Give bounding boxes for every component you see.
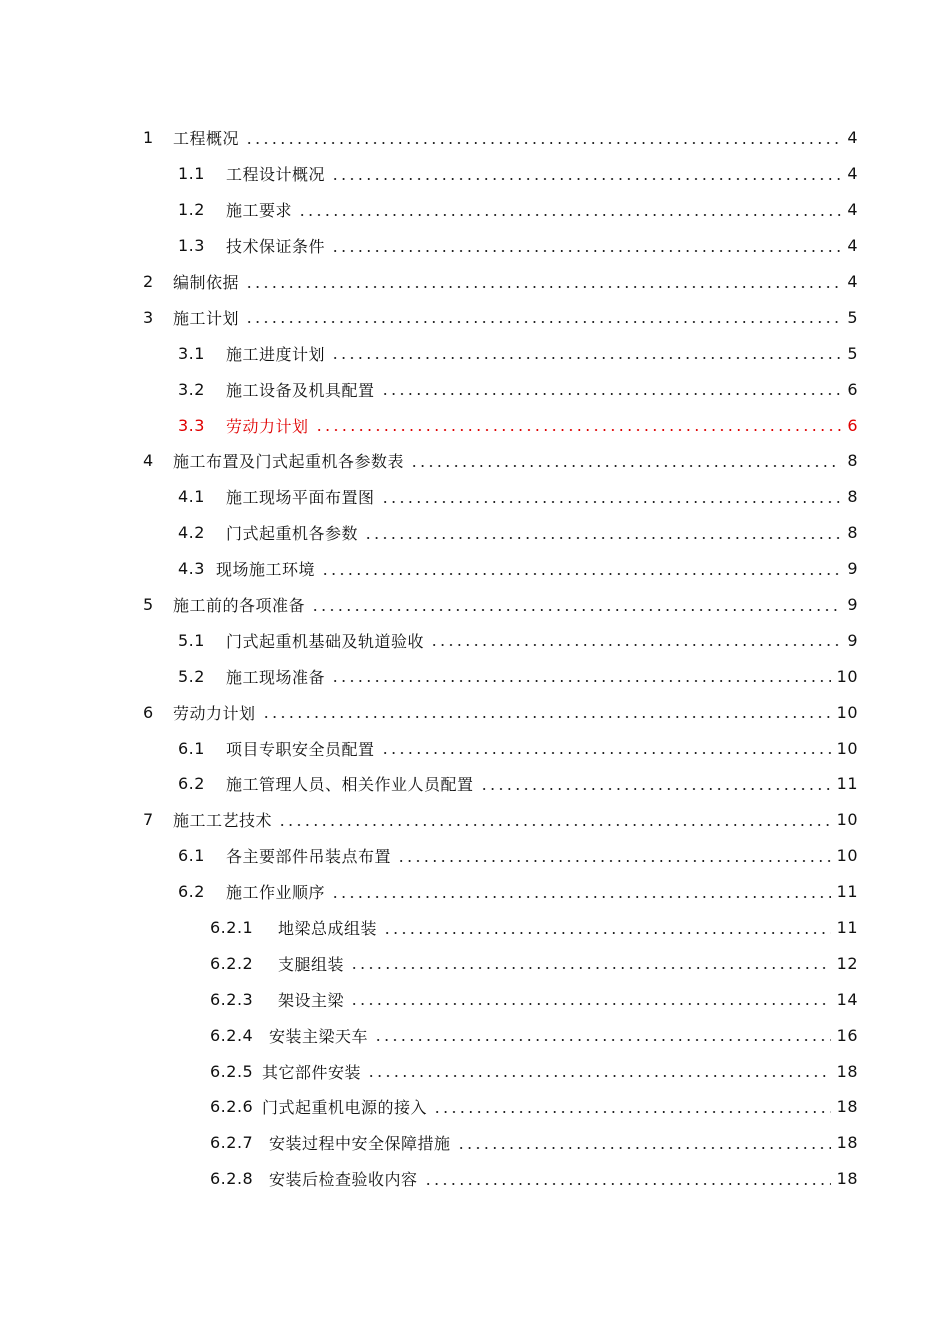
toc-dot-leader — [424, 1183, 831, 1185]
toc-entry-title: 工程设计概况 — [226, 165, 326, 185]
toc-dot-leader — [480, 788, 831, 790]
toc-entry[interactable] — [0, 120, 950, 156]
toc-entry-title: 劳动力计划 — [173, 703, 256, 723]
toc-entry-highlighted[interactable] — [0, 407, 950, 443]
toc-entry-page: 9 — [847, 630, 858, 650]
toc-dot-leader — [397, 860, 831, 862]
toc-entry-number: 1.2 — [178, 200, 205, 220]
toc-entry-page: 10 — [836, 738, 858, 758]
toc-entry-page: 8 — [847, 523, 858, 543]
toc-entry-number: 5.2 — [178, 666, 205, 686]
toc-dot-leader — [367, 1075, 831, 1077]
toc-entry[interactable] — [0, 1089, 950, 1125]
toc-entry-title: 支腿组装 — [278, 954, 345, 974]
toc-entry[interactable] — [0, 910, 950, 946]
toc-dot-leader — [350, 967, 831, 969]
toc-entry-page: 18 — [836, 1061, 858, 1081]
toc-entry[interactable] — [0, 622, 950, 658]
toc-entry-title: 各主要部件吊装点布置 — [226, 847, 392, 867]
toc-dot-leader — [331, 680, 831, 682]
toc-entry-number: 6.2.8 — [210, 1169, 254, 1189]
toc-entry[interactable] — [0, 802, 950, 838]
toc-entry-page: 11 — [836, 882, 858, 902]
toc-dot-leader — [331, 178, 841, 180]
toc-dot-leader — [331, 896, 831, 898]
toc-entry-title: 技术保证条件 — [226, 237, 326, 257]
toc-entry-page: 14 — [836, 989, 858, 1009]
toc-entry[interactable] — [0, 1017, 950, 1053]
toc-entry-number: 1 — [143, 128, 154, 148]
toc-entry-page: 18 — [836, 1097, 858, 1117]
toc-entry[interactable] — [0, 192, 950, 228]
toc-dot-leader — [350, 1003, 831, 1005]
toc-entry-title: 施工计划 — [173, 308, 240, 328]
toc-entry-title: 施工现场准备 — [226, 667, 326, 687]
toc-entry-number: 5.1 — [178, 630, 205, 650]
toc-entry-page: 10 — [836, 846, 858, 866]
toc-entry-page: 18 — [836, 1133, 858, 1153]
toc-entry-number: 6.2.3 — [210, 989, 254, 1009]
toc-dot-leader — [315, 429, 842, 431]
toc-entry[interactable] — [0, 945, 950, 981]
toc-entry-number: 4 — [143, 451, 154, 471]
toc-entry-number: 7 — [143, 810, 154, 830]
toc-entry-title: 项目专职安全员配置 — [226, 739, 375, 759]
toc-entry-page: 5 — [847, 343, 858, 363]
toc-entry-title: 安装过程中安全保障措施 — [269, 1134, 451, 1154]
toc-dot-leader — [278, 824, 831, 826]
toc-entry[interactable] — [0, 981, 950, 1017]
toc-entry-title: 施工设备及机具配置 — [226, 380, 375, 400]
toc-entry-title: 安装主梁天车 — [269, 1026, 369, 1046]
toc-entry-page: 8 — [847, 451, 858, 471]
toc-entry-title: 架设主梁 — [278, 990, 345, 1010]
toc-dot-leader — [331, 250, 841, 252]
toc-entry-page: 6 — [847, 379, 858, 399]
toc-dot-leader — [364, 537, 841, 539]
toc-entry-title: 安装后检查验收内容 — [269, 1170, 418, 1190]
toc-entry-title: 施工作业顺序 — [226, 883, 326, 903]
toc-entry-page: 5 — [847, 307, 858, 327]
toc-dot-leader — [430, 644, 841, 646]
toc-entry-page: 12 — [836, 953, 858, 973]
toc-dot-leader — [262, 716, 831, 718]
toc-entry[interactable] — [0, 443, 950, 479]
toc-entry-number: 4.3 — [178, 559, 205, 579]
toc-entry-page: 4 — [847, 236, 858, 256]
toc-entry[interactable] — [0, 551, 950, 587]
toc-entry-page: 4 — [847, 200, 858, 220]
toc-entry-page: 16 — [836, 1025, 858, 1045]
toc-entry-page: 10 — [836, 666, 858, 686]
toc-entry-number: 6.2.5 — [210, 1061, 254, 1081]
toc-entry[interactable] — [0, 658, 950, 694]
toc-entry[interactable] — [0, 730, 950, 766]
toc-entry-number: 3.3 — [178, 415, 205, 435]
toc-dot-leader — [374, 1039, 831, 1041]
toc-dot-leader — [381, 501, 842, 503]
toc-entry-title: 其它部件安装 — [262, 1062, 362, 1082]
toc-entry-title: 门式起重机各参数 — [226, 524, 359, 544]
toc-entry[interactable] — [0, 694, 950, 730]
toc-entry-title: 劳动力计划 — [226, 416, 309, 436]
toc-entry-number: 5 — [143, 595, 154, 615]
toc-entry-number: 3 — [143, 307, 154, 327]
toc-entry-page: 4 — [847, 128, 858, 148]
toc-entry-number: 6.1 — [178, 846, 205, 866]
toc-dot-leader — [245, 286, 841, 288]
toc-entry-number: 6.1 — [178, 738, 205, 758]
toc-entry-title: 编制依据 — [173, 273, 240, 292]
toc-entry-page: 18 — [836, 1169, 858, 1189]
toc-entry[interactable] — [0, 1053, 950, 1089]
toc-entry-number: 3.1 — [178, 343, 205, 363]
table-of-contents — [0, 120, 950, 1197]
toc-entry-page: 10 — [836, 702, 858, 722]
toc-entry-page: 11 — [836, 918, 858, 938]
toc-entry[interactable] — [0, 335, 950, 371]
toc-entry-number: 4.2 — [178, 523, 205, 543]
toc-dot-leader — [410, 465, 841, 467]
toc-entry-number: 1.3 — [178, 236, 205, 256]
toc-dot-leader — [457, 1147, 831, 1149]
toc-dot-leader — [245, 142, 841, 144]
toc-dot-leader — [381, 752, 831, 754]
toc-entry-number: 1.1 — [178, 164, 205, 184]
toc-entry[interactable] — [0, 1125, 950, 1161]
toc-entry-page: 11 — [836, 774, 858, 794]
toc-entry-page: 9 — [847, 595, 858, 615]
toc-entry-page: 6 — [847, 415, 858, 435]
toc-dot-leader — [298, 214, 841, 216]
toc-entry-number: 6.2.4 — [210, 1025, 254, 1045]
toc-dot-leader — [245, 321, 841, 323]
toc-entry-number: 6.2.2 — [210, 953, 254, 973]
toc-entry-title: 施工管理人员、相关作业人员配置 — [226, 775, 474, 795]
toc-entry[interactable] — [0, 371, 950, 407]
toc-entry-number: 2 — [143, 272, 154, 291]
toc-entry-number: 6.2 — [178, 774, 205, 794]
toc-entry-page: 4 — [847, 164, 858, 184]
toc-entry-title: 门式起重机基础及轨道验收 — [226, 631, 425, 651]
toc-dot-leader — [321, 573, 841, 575]
toc-entry-page: 8 — [847, 487, 858, 507]
toc-entry[interactable] — [0, 515, 950, 551]
toc-entry-title: 门式起重机电源的接入 — [262, 1098, 428, 1118]
toc-entry-title: 现场施工环境 — [216, 560, 316, 580]
toc-entry[interactable] — [0, 587, 950, 623]
toc-entry[interactable] — [0, 766, 950, 802]
toc-entry-number: 3.2 — [178, 379, 205, 399]
toc-entry[interactable] — [0, 838, 950, 874]
toc-entry[interactable] — [0, 264, 950, 300]
toc-entry-number: 6 — [143, 702, 154, 722]
toc-entry[interactable] — [0, 1161, 950, 1197]
toc-entry-page: 4 — [847, 272, 858, 291]
toc-entry[interactable] — [0, 156, 950, 192]
toc-entry-title: 施工现场平面布置图 — [226, 488, 375, 508]
toc-entry-title: 施工布置及门式起重机各参数表 — [173, 452, 405, 472]
toc-dot-leader — [381, 393, 842, 395]
toc-entry-title: 地梁总成组装 — [278, 919, 378, 939]
toc-entry-title: 施工要求 — [226, 201, 293, 221]
toc-dot-leader — [331, 357, 841, 359]
toc-entry-number: 6.2 — [178, 882, 205, 902]
toc-entry-title: 施工工艺技术 — [173, 811, 273, 831]
toc-entry-number: 4.1 — [178, 487, 205, 507]
toc-entry[interactable] — [0, 479, 950, 515]
toc-dot-leader — [383, 932, 831, 934]
toc-entry-number: 6.2.6 — [210, 1097, 254, 1117]
toc-entry-number: 6.2.7 — [210, 1133, 254, 1153]
toc-dot-leader — [311, 609, 841, 611]
toc-entry-title: 施工前的各项准备 — [173, 596, 306, 616]
toc-entry-number: 6.2.1 — [210, 918, 254, 938]
toc-entry-title: 施工进度计划 — [226, 344, 326, 364]
toc-entry[interactable] — [0, 299, 950, 335]
toc-entry[interactable] — [0, 874, 950, 910]
toc-entry[interactable] — [0, 228, 950, 264]
toc-dot-leader — [433, 1111, 831, 1113]
toc-entry-page: 9 — [847, 559, 858, 579]
toc-entry-page: 10 — [836, 810, 858, 830]
toc-entry-title: 工程概况 — [173, 129, 240, 149]
